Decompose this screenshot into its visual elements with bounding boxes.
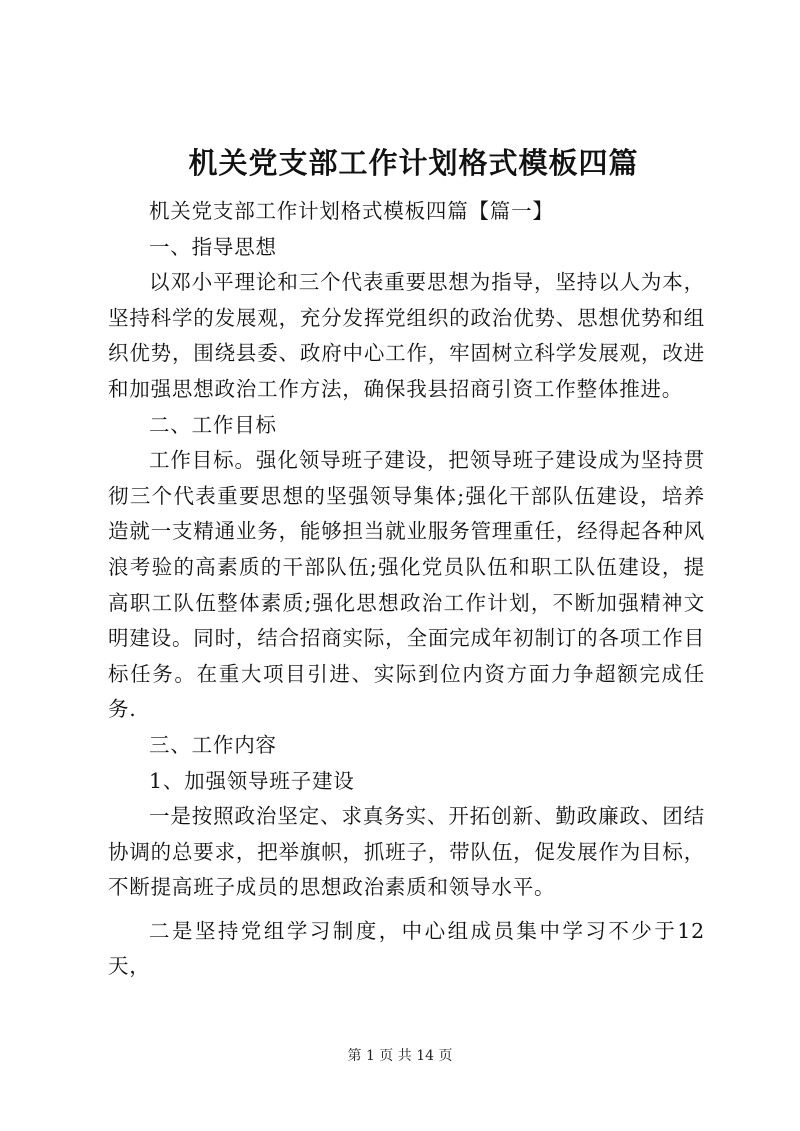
paragraph-heading-guiding-ideology: 一、指导思想 — [149, 234, 277, 259]
paragraph-work-goals-body: 工作目标。强化领导班子建设，把领导班子建设成为坚持贯彻三个代表重要思想的坚强领导集体;强化干部队伍建设，培养造就一支精通业务，能够担当就业服务管理重任，经得起各种风浪考验的高素质的干部队伍;强化党员队伍和职工队伍建设，提高职工队伍整体素质;强化思想政治工作计划，不断加强精神文明建设。同时，结合招商实际，全面完成年初制订的各项工作目标任务。在重大项目引进、实际到位内资方面力争超额完成任务. — [108, 448, 705, 722]
paragraph-section-heading: 机关党支部工作计划格式模板四篇【篇一】 — [149, 199, 554, 223]
paragraph-subheading-leadership: 1、加强领导班子建设 — [149, 768, 355, 793]
paragraph-guiding-ideology-body: 以邓小平理论和三个代表重要思想为指导，坚持以人为本，坚持科学的发展观，充分发挥党组织的政治优势、思想优势和组织优势，围绕县委、政府中心工作，牢固树立科学发展观，改进和加强思想政治工作方法，确保我县招商引资工作整体推进。 — [108, 270, 705, 401]
paragraph-heading-work-content: 三、工作内容 — [149, 732, 277, 757]
paragraph-heading-work-goals: 二、工作目标 — [149, 412, 277, 437]
paragraph-point-one: 一是按照政治坚定、求真务实、开拓创新、勤政廉政、团结协调的总要求，把举旗帜，抓班子，带队伍，促发展作为目标，不断提高班子成员的思想政治素质和领导水平。 — [108, 804, 705, 900]
document-title: 机关党支部工作计划格式模板四篇 — [188, 146, 639, 180]
page-footer: 第 1 页 共 14 页 — [347, 1048, 453, 1064]
paragraph-point-two: 二是坚持党组学习制度，中心组成员集中学习不少于12天， — [108, 918, 705, 979]
